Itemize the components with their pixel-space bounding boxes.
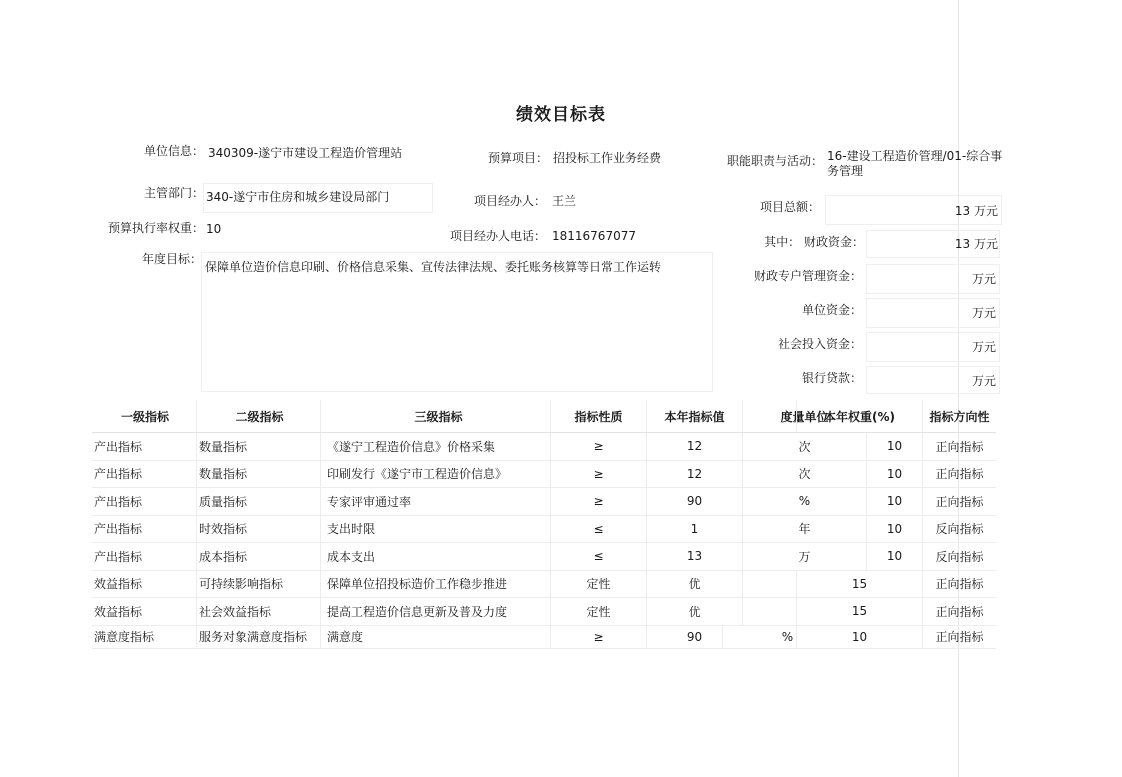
cell-direction: 正向指标 (922, 571, 996, 598)
dept-label: 主管部门： (143, 186, 204, 200)
cell-weight: 10 (866, 433, 922, 460)
cell-weight: 10 (796, 626, 922, 648)
social-fund-value: 万元 (971, 340, 996, 354)
table-row (92, 626, 996, 649)
total-label: 项目总额： (759, 200, 820, 214)
cell-direction: 正向指标 (922, 598, 996, 625)
header-weight: 本年权重(%) (796, 400, 922, 432)
page-title: 绩效目标表 (516, 105, 606, 125)
special-fund-value: 万元 (971, 272, 996, 286)
cell-weight: 15 (796, 571, 922, 598)
table-row (92, 488, 996, 516)
cell-target-value: 优 (646, 598, 742, 625)
cell-weight: 10 (866, 516, 922, 543)
budget-project-label: 预算项目： (487, 151, 548, 165)
cell-target-value: 90 (646, 488, 742, 515)
cell-direction: 正向指标 (922, 488, 996, 515)
loan-label: 银行贷款： (801, 371, 862, 385)
cell-nature: ≥ (550, 433, 646, 460)
table-row (92, 433, 996, 461)
duty-value-line1: 16-建设工程造价管理/01-综合事 (827, 149, 1003, 163)
budget-project-value: 招投标工作业务经费 (553, 151, 662, 165)
social-fund-label: 社会投入资金： (777, 337, 862, 351)
cell-level1: 产出指标 (94, 522, 143, 537)
cell-unit: % (742, 488, 866, 515)
cell-unit (742, 598, 796, 625)
cell-target-value: 12 (646, 461, 742, 488)
cell-level3: 成本支出 (320, 543, 550, 570)
cell-target-value: 13 (646, 543, 742, 570)
cell-direction: 正向指标 (922, 461, 996, 488)
table-row (92, 516, 996, 544)
loan-value: 万元 (971, 374, 996, 388)
unit-fund-value: 万元 (971, 306, 996, 320)
cell-weight: 10 (866, 543, 922, 570)
cell-nature: ≤ (550, 516, 646, 543)
phone-value: 18116767077 (552, 229, 636, 243)
cell-level1: 产出指标 (94, 439, 143, 454)
table-row (92, 571, 996, 599)
header-nature: 指标性质 (550, 400, 646, 432)
cell-level1: 产出指标 (94, 494, 143, 509)
header-unit: 度量单位 (742, 400, 866, 432)
table-row (92, 598, 996, 626)
cell-level2: 可持续影响指标 (196, 571, 320, 598)
dept-value: 340-遂宁市住房和城乡建设局部门 (206, 190, 390, 204)
cell-target-value: 1 (646, 516, 742, 543)
cell-level2: 质量指标 (196, 488, 320, 515)
cell-target-value: 优 (646, 571, 742, 598)
cell-level2: 社会效益指标 (196, 598, 320, 625)
cell-level3: 保障单位招投标造价工作稳步推进 (320, 571, 550, 598)
finance-label: 其中： 财政资金： (764, 235, 864, 249)
cell-weight: 10 (866, 461, 922, 488)
cell-level2: 数量指标 (196, 433, 320, 460)
cell-unit: 年 (742, 516, 866, 543)
cell-unit: 万 (742, 543, 866, 570)
unit-label: 单位信息： (143, 144, 204, 158)
cell-direction: 反向指标 (922, 543, 996, 570)
cell-nature: ≥ (550, 626, 646, 648)
cell-target-value: 90 (646, 626, 742, 648)
cell-unit (742, 571, 796, 598)
cell-level2: 时效指标 (196, 516, 320, 543)
table-row (92, 461, 996, 489)
cell-direction: 正向指标 (922, 626, 996, 648)
total-value: 13 万元 (954, 204, 998, 218)
cell-level2: 数量指标 (196, 461, 320, 488)
duty-value-line2: 务管理 (827, 164, 864, 178)
cell-nature: 定性 (550, 571, 646, 598)
special-fund-label: 财政专户管理资金： (753, 269, 862, 283)
header-target-value: 本年指标值 (646, 400, 742, 432)
annual-goal-value: 保障单位造价信息印刷、价格信息采集、宣传法律法规、委托账务核算等日常工作运转 (205, 260, 662, 274)
table-header-row (92, 400, 996, 433)
duty-label: 职能职责与活动： (726, 154, 823, 168)
cell-target-value: 12 (646, 433, 742, 460)
cell-level1: 效益指标 (94, 604, 143, 619)
cell-level3: 印刷发行《遂宁市工程造价信息》 (320, 461, 550, 488)
cell-nature: 定性 (550, 598, 646, 625)
cell-unit: 次 (742, 461, 866, 488)
cell-direction: 反向指标 (922, 516, 996, 543)
unit-fund-label: 单位资金： (801, 303, 862, 317)
cell-unit: 次 (742, 433, 866, 460)
header-level3: 三级指标 (320, 400, 550, 432)
header-level2: 二级指标 (196, 400, 320, 432)
handler-value: 王兰 (552, 194, 577, 208)
cell-level2: 服务对象满意度指标 (196, 626, 320, 648)
unit-value: 340309-遂宁市建设工程造价管理站 (208, 146, 403, 160)
weight-value: 10 (206, 222, 222, 236)
cell-nature: ≤ (550, 543, 646, 570)
cell-level1: 效益指标 (94, 577, 143, 592)
cell-weight: 15 (796, 598, 922, 625)
cell-level2: 成本指标 (196, 543, 320, 570)
handler-label: 项目经办人： (473, 194, 546, 208)
phone-label: 项目经办人电话： (449, 229, 546, 243)
finance-value: 13 万元 (954, 237, 998, 251)
cell-weight: 10 (866, 488, 922, 515)
header-direction: 指标方向性 (922, 400, 996, 432)
header-level1: 一级指标 (120, 409, 169, 424)
cell-direction: 正向指标 (922, 433, 996, 460)
cell-level1: 产出指标 (94, 549, 143, 564)
cell-level3: 专家评审通过率 (320, 488, 550, 515)
weight-label: 预算执行率权重： (107, 221, 204, 235)
cell-nature: ≥ (550, 488, 646, 515)
cell-unit: % (722, 626, 852, 648)
annual-goal-label: 年度目标： (141, 252, 202, 266)
cell-level3: 支出时限 (320, 516, 550, 543)
cell-level1: 产出指标 (94, 467, 143, 482)
table-row (92, 543, 996, 571)
cell-nature: ≥ (550, 461, 646, 488)
cell-level3: 提高工程造价信息更新及普及力度 (320, 598, 550, 625)
cell-level3: 满意度 (320, 626, 550, 648)
cell-level3: 《遂宁工程造价信息》价格采集 (320, 433, 550, 460)
indicator-table (92, 400, 996, 649)
cell-level1: 满意度指标 (94, 630, 155, 644)
